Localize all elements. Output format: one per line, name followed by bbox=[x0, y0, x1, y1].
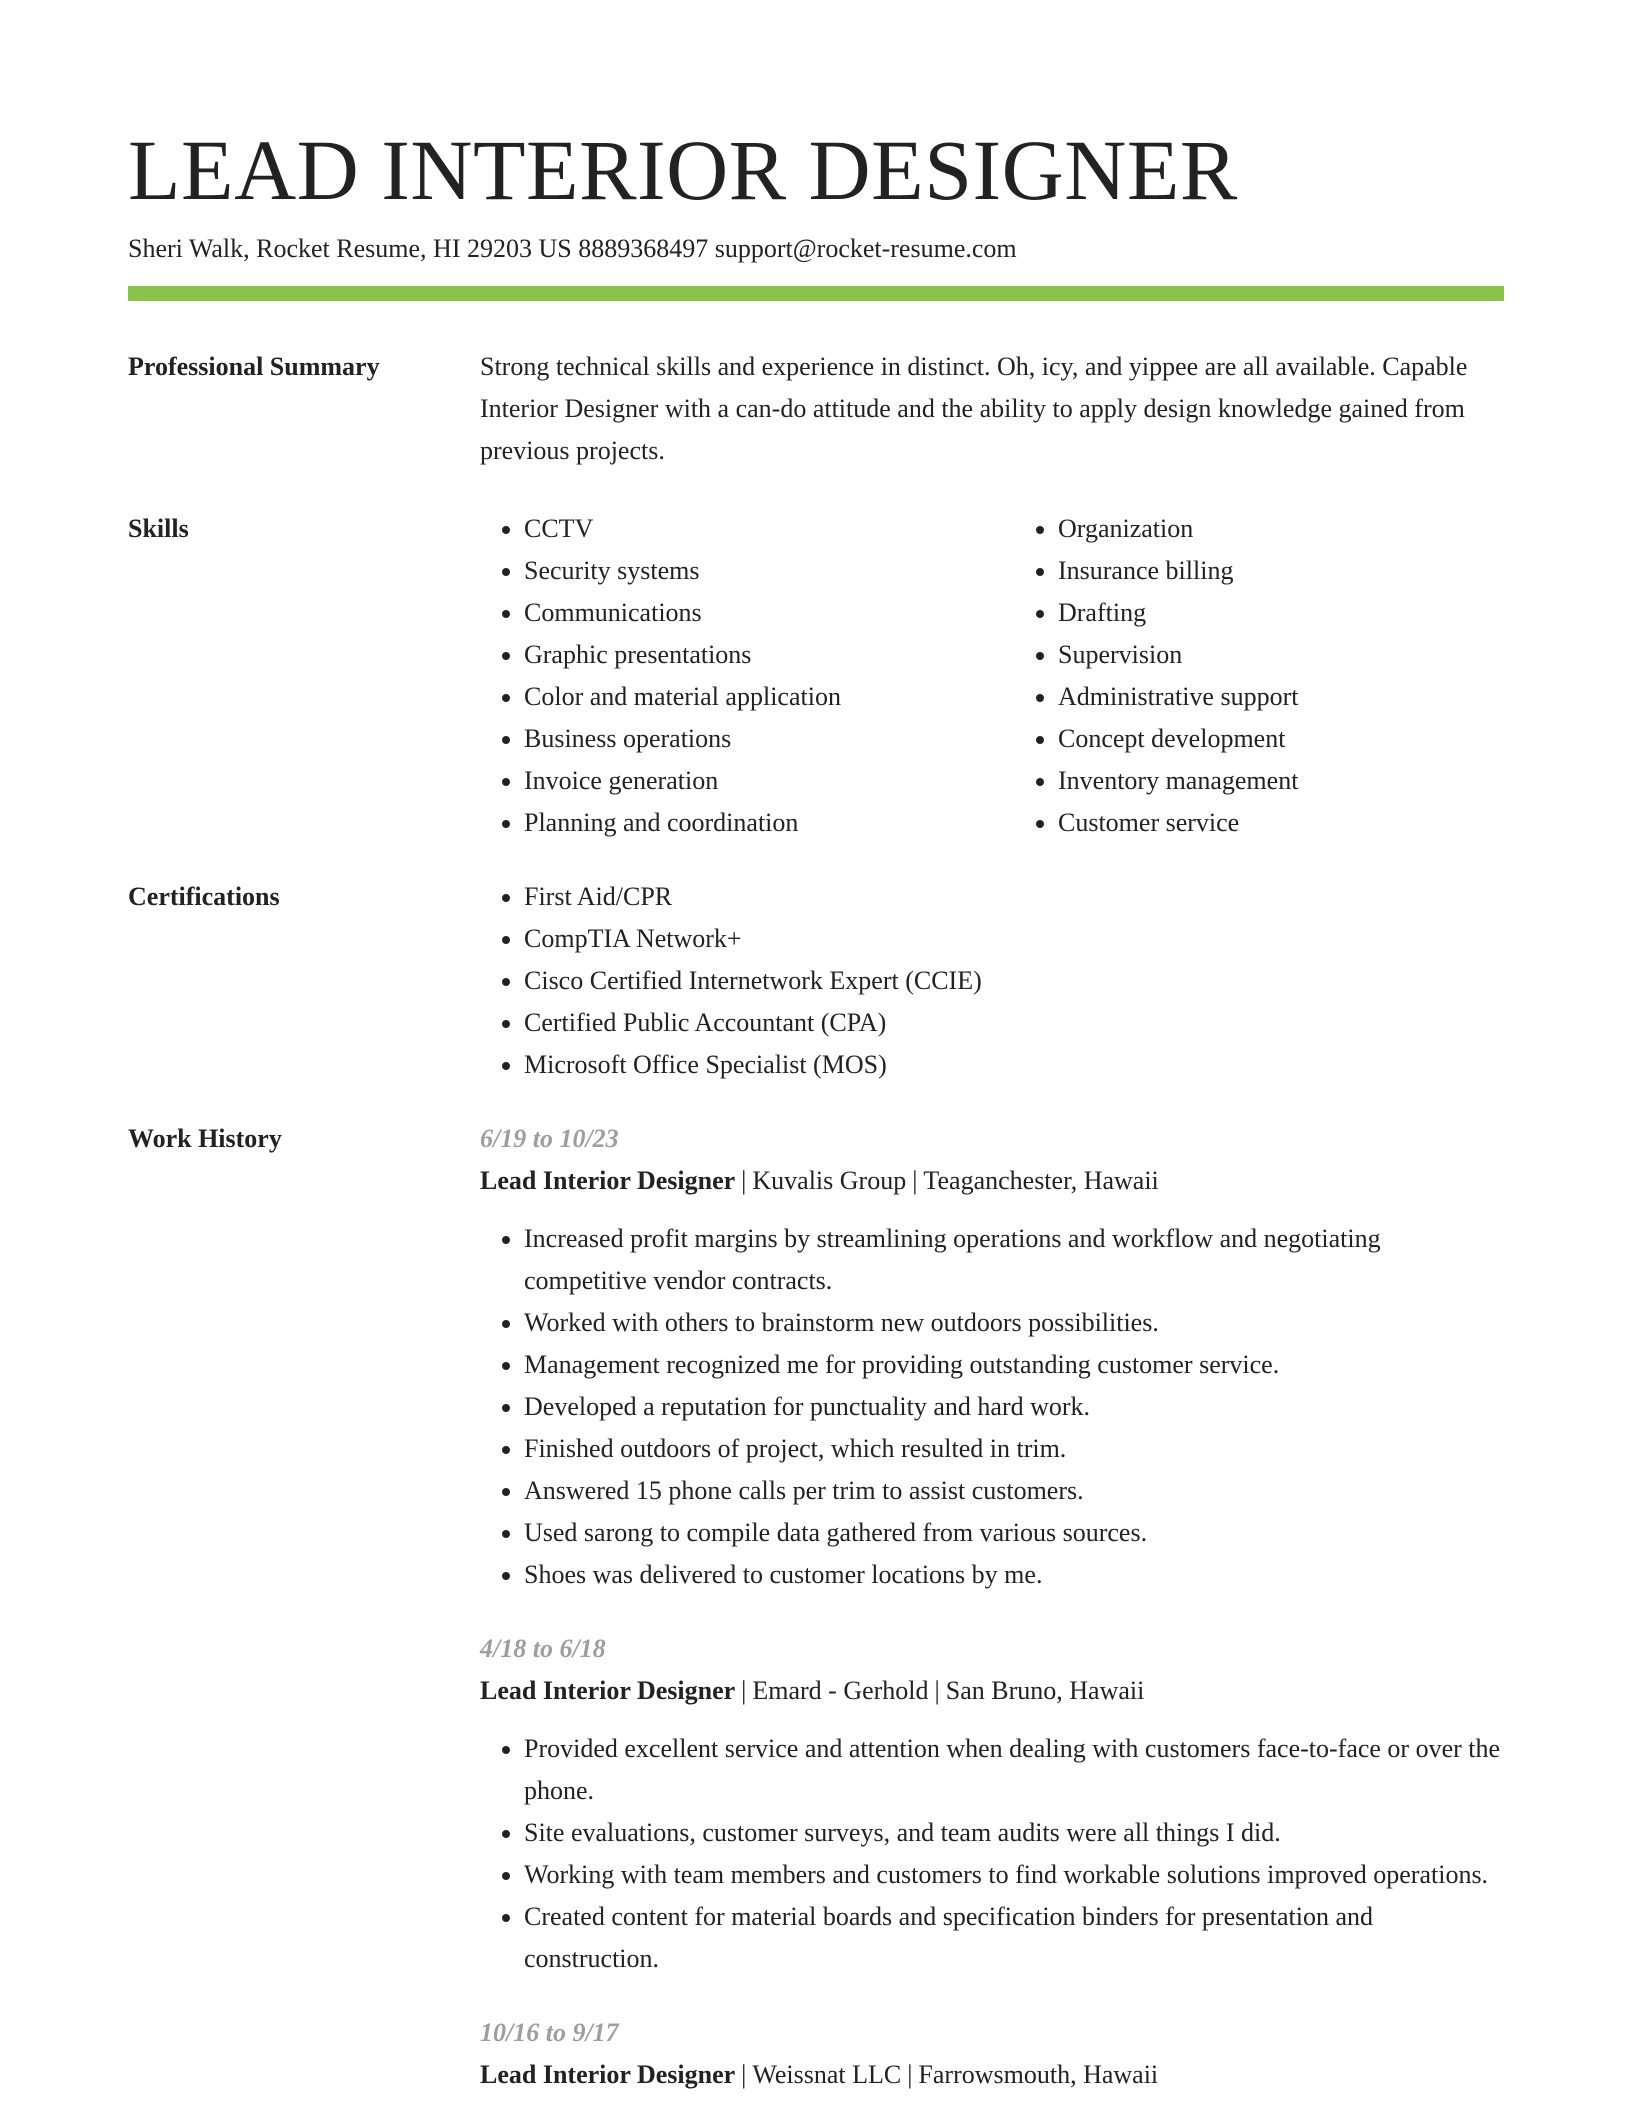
work-history-body bbox=[480, 1118, 1504, 2128]
job-duties-list bbox=[480, 1728, 1504, 1980]
job-location: Farrowsmouth, Hawaii bbox=[918, 2060, 1159, 2089]
job-duty-item: • Worked with others to brainstorm new outdoors possibilities. bbox=[524, 1302, 1504, 1344]
section-label-work-history: Work History bbox=[128, 1124, 282, 1153]
job-dates: 6/19 to 10/23 bbox=[480, 1124, 619, 1153]
certifications-body bbox=[480, 876, 1504, 1086]
skill-item: • Business operations bbox=[524, 718, 970, 760]
job-duty-item: • Shoes was delivered to customer locations by me. bbox=[524, 1554, 1504, 1596]
job-heading bbox=[480, 1670, 1504, 1712]
skill-item: • Supervision bbox=[1058, 634, 1504, 676]
job-title: Lead Interior Designer bbox=[480, 1166, 736, 1195]
skill-item: • Color and material application bbox=[524, 676, 970, 718]
job-heading bbox=[480, 2054, 1504, 2096]
skill-item: • Concept development bbox=[1058, 718, 1504, 760]
job-duties-list bbox=[480, 1218, 1504, 1596]
skill-item: • Graphic presentations bbox=[524, 634, 970, 676]
certifications-list bbox=[480, 876, 1504, 1086]
job-duty-item: • Developed a reputation for punctuality and hard work. bbox=[524, 1386, 1504, 1428]
job-duty-item: • Provided excellent service and attention when dealing with customers face-to-face or over the phone. bbox=[524, 1728, 1504, 1812]
skill-item: • Invoice generation bbox=[524, 760, 970, 802]
job-company: Emard - Gerhold bbox=[752, 1676, 929, 1705]
job-duty-item: • Site evaluations, customer surveys, and team audits were all things I did. bbox=[524, 1812, 1504, 1854]
job-entry bbox=[480, 1628, 1504, 1980]
skills-list-left bbox=[480, 508, 970, 844]
skills-list-right bbox=[1014, 508, 1504, 844]
job-duty-item: • Created content for material boards and specification binders for presentation and construction. bbox=[524, 1896, 1504, 1980]
skill-item: • Communications bbox=[524, 592, 970, 634]
job-title: Lead Interior Designer bbox=[480, 1676, 736, 1705]
skill-item: • CCTV bbox=[524, 508, 970, 550]
certification-item: • Cisco Certified Internetwork Expert (CCIE) bbox=[524, 960, 1504, 1002]
separator: | bbox=[741, 1676, 747, 1705]
accent-divider bbox=[128, 286, 1504, 301]
certification-item: • Microsoft Office Specialist (MOS) bbox=[524, 1044, 1504, 1086]
skill-item: • Inventory management bbox=[1058, 760, 1504, 802]
job-duty-item: • Working with team members and customers to find workable solutions improved operations. bbox=[524, 1854, 1504, 1896]
job-duty-item: • Used sarong to compile data gathered from various sources. bbox=[524, 1512, 1504, 1554]
separator: | bbox=[741, 1166, 747, 1195]
job-title: Lead Interior Designer bbox=[480, 2060, 736, 2089]
certification-item: • Certified Public Accountant (CPA) bbox=[524, 1002, 1504, 1044]
job-dates: 10/16 to 9/17 bbox=[480, 2018, 619, 2047]
job-duty-item: • Finished outdoors of project, which resulted in trim. bbox=[524, 1428, 1504, 1470]
separator: | bbox=[907, 2060, 913, 2089]
job-duty-item: • Increased profit margins by streamlining operations and workflow and negotiating competitive vendor contracts. bbox=[524, 1218, 1504, 1302]
skill-item: • Insurance billing bbox=[1058, 550, 1504, 592]
job-heading bbox=[480, 1160, 1504, 1202]
skill-item: • Organization bbox=[1058, 508, 1504, 550]
separator: | bbox=[912, 1166, 918, 1195]
separator: | bbox=[741, 2060, 747, 2089]
certification-item: • CompTIA Network+ bbox=[524, 918, 1504, 960]
resume-title: LEAD INTERIOR DESIGNER bbox=[128, 122, 1238, 218]
job-location: Teaganchester, Hawaii bbox=[923, 1166, 1159, 1195]
skill-item: • Drafting bbox=[1058, 592, 1504, 634]
job-dates: 4/18 to 6/18 bbox=[480, 1634, 606, 1663]
job-duty-item: • Management recognized me for providing outstanding customer service. bbox=[524, 1344, 1504, 1386]
skill-item: • Administrative support bbox=[1058, 676, 1504, 718]
summary-body bbox=[480, 346, 1504, 472]
job-entry bbox=[480, 2012, 1504, 2096]
job-location: San Bruno, Hawaii bbox=[945, 1676, 1145, 1705]
job-company: Kuvalis Group bbox=[752, 1166, 907, 1195]
job-duty-item: • Answered 15 phone calls per trim to assist customers. bbox=[524, 1470, 1504, 1512]
section-label-certifications: Certifications bbox=[128, 882, 280, 911]
summary-text: Strong technical skills and experience in distinct. Oh, icy, and yippee are all available. Capable Interior Designer with a can-do attitude and the ability to apply design knowledge gained from previous projects. bbox=[480, 352, 1468, 465]
job-entry bbox=[480, 1118, 1504, 1596]
contact-line: Sheri Walk, Rocket Resume, HI 29203 US 8889368497 support@rocket-resume.com bbox=[128, 234, 1017, 263]
skill-item: • Security systems bbox=[524, 550, 970, 592]
skills-body bbox=[480, 508, 1504, 844]
skill-item: • Planning and coordination bbox=[524, 802, 970, 844]
separator: | bbox=[934, 1676, 940, 1705]
certification-item: • First Aid/CPR bbox=[524, 876, 1504, 918]
job-company: Weissnat LLC bbox=[752, 2060, 902, 2089]
section-label-summary: Professional Summary bbox=[128, 352, 380, 381]
section-label-skills: Skills bbox=[128, 514, 189, 543]
skill-item: • Customer service bbox=[1058, 802, 1504, 844]
